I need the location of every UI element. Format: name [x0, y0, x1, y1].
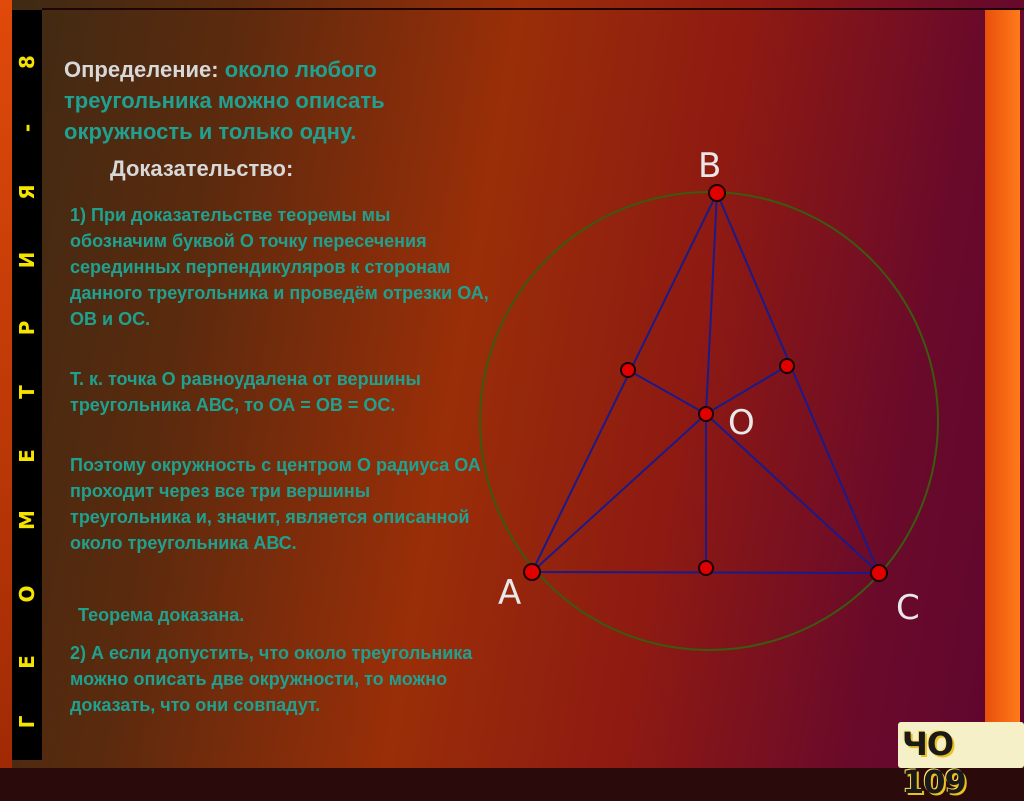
- side-letter: И: [15, 251, 39, 269]
- midpoint-ab: [621, 363, 635, 377]
- proof-paragraph-3: Поэтому окружность с центром О радиуса ОА проходит через все три вершины треугольника и, значит, является описанной около треугольника АВС.: [70, 455, 481, 553]
- proof-heading: Доказательство:: [110, 156, 294, 181]
- side-letter: -: [15, 123, 39, 133]
- side-letter: О: [15, 585, 39, 603]
- side-letter: Я: [15, 184, 39, 200]
- point-a: [524, 564, 540, 580]
- side-letter: Г: [15, 715, 39, 729]
- side-letter: Т: [15, 385, 39, 399]
- side-letter: Р: [15, 320, 39, 336]
- label-a: A: [498, 573, 522, 613]
- midpoint-bc: [780, 359, 794, 373]
- badge-text: ЧО 109: [902, 725, 966, 801]
- label-o: O: [728, 403, 755, 443]
- proof-paragraph-1: 1) При доказательстве теоремы мы обозначим буквой О точку пересечения серединных перпендикуляров к сторонам данного треугольника и проведём отрезки ОА, ОВ и ОС.: [70, 205, 489, 329]
- proof-paragraph-2: Т. к. точка О равноудалена от вершины треугольника АВС, то ОА = ОВ = ОС.: [70, 369, 421, 415]
- point-o: [699, 407, 713, 421]
- point-c: [871, 565, 887, 581]
- side-letter: М: [15, 510, 39, 530]
- label-c: C: [896, 588, 920, 628]
- proof-paragraph-uniqueness: 2) А если допустить, что около треугольника можно описать две окружности, то можно доказать, что они совпадут.: [70, 643, 473, 715]
- segment-oa: [532, 414, 706, 572]
- side-letter: 8: [15, 55, 39, 69]
- definition-term: Определение:: [64, 57, 219, 82]
- segment-ob: [706, 193, 717, 414]
- perpendicular-ab: [628, 370, 706, 414]
- side-letter: Е: [15, 449, 39, 463]
- slide-badge: [898, 722, 1024, 801]
- midpoint-ac: [699, 561, 713, 575]
- label-b: B: [698, 146, 722, 186]
- definition-text: около любого треугольника можно описать окружность и только одну.: [64, 57, 385, 144]
- point-b: [709, 185, 725, 201]
- theorem-proved-note: Теорема доказана.: [78, 605, 245, 625]
- side-letter: Е: [15, 655, 39, 669]
